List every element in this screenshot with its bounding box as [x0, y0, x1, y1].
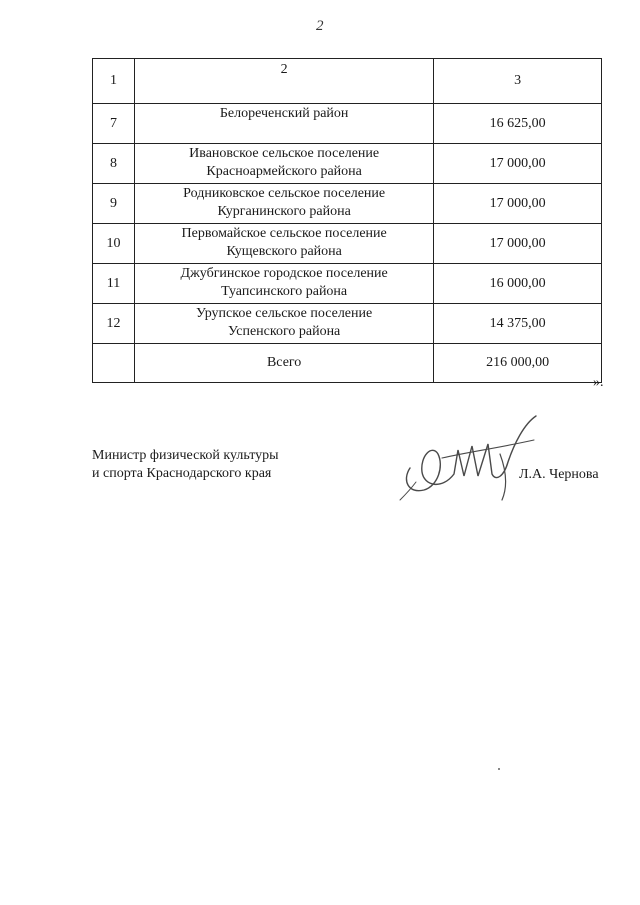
municipality-name: [134, 224, 433, 264]
row-number: 9: [93, 184, 135, 224]
table-row: [93, 224, 602, 264]
row-number: 12: [93, 304, 135, 344]
municipality-name: [134, 104, 433, 144]
municipality-name-line: Первомайское сельское поселение: [181, 226, 387, 241]
municipality-name-line: Родниковское сельское поселение: [183, 186, 386, 201]
closing-quote-mark: ».: [593, 375, 604, 390]
handwritten-signature: [398, 410, 548, 505]
row-number: 11: [93, 264, 135, 304]
municipality-name-line: Туапсинского района: [221, 284, 348, 299]
municipality-name: [134, 144, 433, 184]
amount-cell: 16 000,00: [434, 264, 602, 304]
allocation-table: [92, 58, 602, 383]
amount-cell: 16 625,00: [434, 104, 602, 144]
signatory-name: Л.А. Чернова: [519, 467, 599, 482]
row-number: 10: [93, 224, 135, 264]
amount-cell: 14 375,00: [434, 304, 602, 344]
amount-cell: 17 000,00: [434, 144, 602, 184]
municipality-name-line: Джубгинское городское поселение: [180, 266, 388, 281]
header-cell: 1: [93, 59, 135, 104]
municipality-name-line: Кущевского района: [226, 244, 342, 259]
table-row: [93, 104, 602, 144]
total-label: Всего: [134, 344, 433, 383]
page-number: 2: [316, 18, 324, 34]
signatory-title-line: Министр физической культуры: [92, 448, 279, 463]
row-number: 8: [93, 144, 135, 184]
header-cell: 3: [434, 59, 602, 104]
table-row: [93, 304, 602, 344]
table-total-row: [93, 344, 602, 383]
signatory-title: [92, 447, 279, 483]
municipality-name-line: Ивановское сельское поселение: [189, 146, 380, 161]
municipality-name: [134, 264, 433, 304]
table-header-row: [93, 59, 602, 104]
municipality-name: [134, 304, 433, 344]
amount-cell: 17 000,00: [434, 224, 602, 264]
row-number: 7: [93, 104, 135, 144]
municipality-name: [134, 184, 433, 224]
municipality-name-line: Курганинского района: [217, 204, 351, 219]
municipality-name-line: Урупское сельское поселение: [196, 306, 373, 321]
table-row: [93, 264, 602, 304]
total-amount: 216 000,00: [434, 344, 602, 383]
municipality-name-line: Белореченский район: [219, 106, 349, 121]
table-row: [93, 144, 602, 184]
signatory-title-line: и спорта Краснодарского края: [92, 466, 272, 481]
header-cell: 2: [134, 59, 433, 104]
table-row: [93, 184, 602, 224]
amount-cell: 17 000,00: [434, 184, 602, 224]
empty-cell: [93, 344, 135, 383]
municipality-name-line: Красноармейского района: [206, 164, 362, 179]
municipality-name-line: Успенского района: [228, 324, 341, 339]
scan-speck: [498, 768, 500, 770]
